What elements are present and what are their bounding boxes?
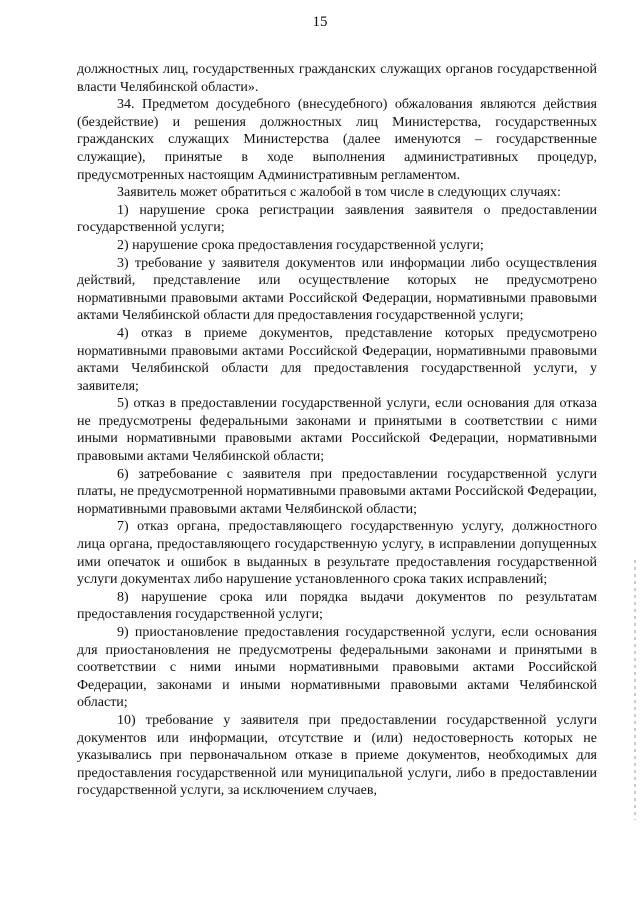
scan-edge-artifact (634, 560, 636, 820)
list-item-2: 2) нарушение срока предоставления государственной услуги; (117, 237, 484, 253)
list-item-3: 3) требование у заявителя документов или информации либо осуществления действий, представление или осуществление которых не предусмотрено нормативными правовыми актами Российской Федерации, нормативными правовыми актами Челябинской области для предоставления государственной услуги; (77, 255, 597, 324)
list-item-8: 8) нарушение срока или порядка выдачи документов по результатам предоставления государственной услуги; (77, 589, 597, 623)
list-item-6: 6) затребование с заявителя при предоставлении государственной услуги платы, не предусмотренной нормативными правовыми актами Российской Федерации, нормативными правовыми актами Челябинской области; (77, 466, 597, 517)
list-item-4: 4) отказ в приеме документов, представление которых предусмотрено нормативными правовыми актами Российской Федерации, нормативными правовыми актами Челябинской области для предоставления государственной услуги, у заявителя; (77, 325, 597, 394)
paragraph-clause-34: 34. Предметом досудебного (внесудебного) обжалования являются действия (бездействие) и решения должностных лиц Министерства, государственных гражданских служащих Министерства (далее именуются – государственные служащие), принятые в ходе выполнения административных процедур, предусмотренных настоящим Административным регламентом. (77, 97, 597, 183)
list-item-9: 9) приостановление предоставления государственной услуги, если основания для приостановления не предусмотрены федеральными законами и принятыми в соответствии с ними иными нормативными правовыми актами Российской Федерации, законами и иными нормативными правовыми актами Челябинской области; (77, 625, 597, 711)
list-item-1: 1) нарушение срока регистрации заявления заявителя о предоставлении государственной услуги; (77, 202, 597, 236)
list-item-5: 5) отказ в предоставлении государственной услуги, если основания для отказа не предусмотрены федеральными законами и принятыми в соответствии с ними иными нормативными правовыми актами Российской Федерации, нормативными правовыми актами Челябинской области; (77, 396, 597, 465)
list-item-7: 7) отказ органа, предоставляющего государственную услугу, должностного лица органа, предоставляющего государственную услугу, в исправлении допущенных ими опечаток и ошибок в выданных в результате предоставления государственной услуги документах либо нарушение установленного срока таких исправлений; (77, 519, 597, 588)
paragraph-complaint-cases-intro: Заявитель может обратиться с жалобой в том числе в следующих случаях: (117, 185, 561, 201)
paragraph-continuation: должностных лиц, государственных гражданских служащих органов государственной власти Челябинской области». (77, 62, 597, 95)
list-item-10: 10) требование у заявителя при предоставлении государственной услуги документов или информации, отсутствие и (или) недостоверность которых не указывались при первоначальном отказе в приеме документов, необходимых для предоставления государственной или муниципальной услуги, либо в предоставлении государственной услуги, за исключением случаев, (77, 712, 597, 799)
page-number: 15 (312, 14, 328, 30)
document-body (77, 61, 597, 800)
